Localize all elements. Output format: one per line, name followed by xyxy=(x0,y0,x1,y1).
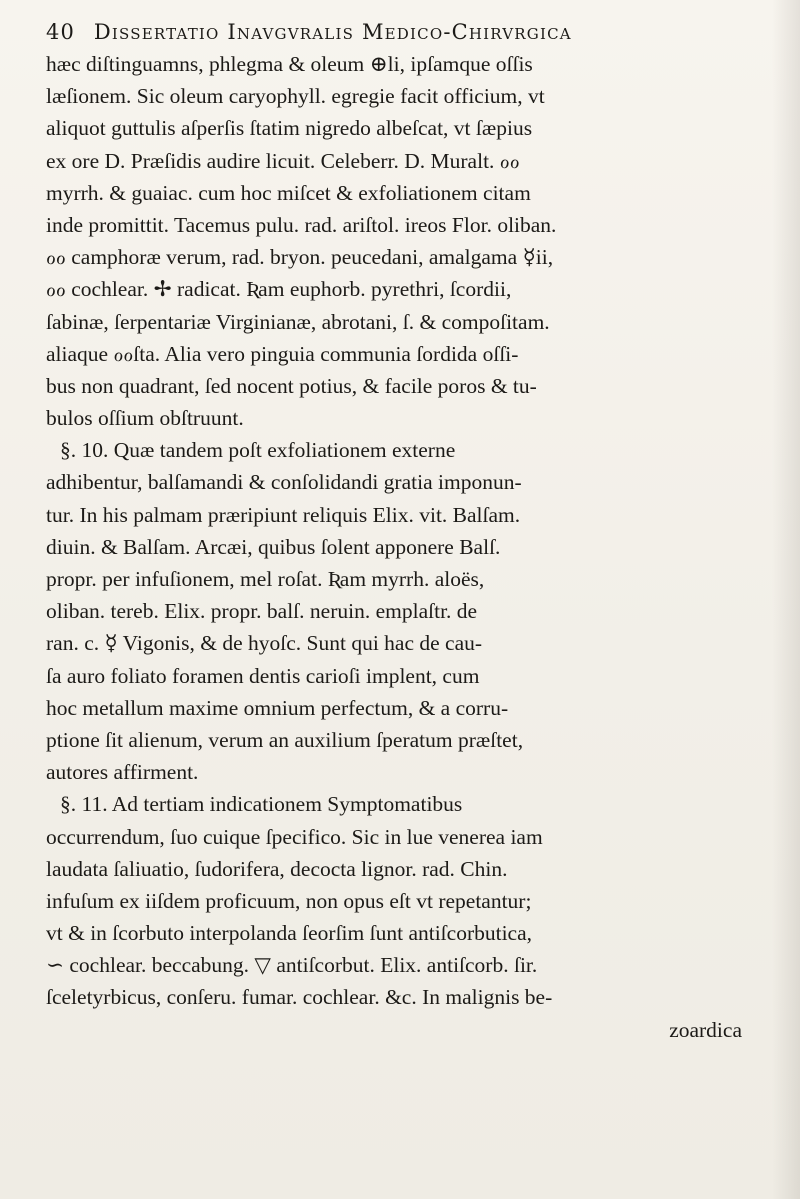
text-line: tur. In his palmam præripiunt reliquis Elix. vit. Balſam. xyxy=(46,502,521,527)
text-line: ſa auro foliato foramen dentis carioſi implent, cum xyxy=(46,663,480,688)
text-line: ſceletyrbicus, conſeru. fumar. cochlear. &c. In malignis be- xyxy=(46,985,553,1010)
running-title: Dissertatio Inavgvralis Medico-Chirvrgica xyxy=(93,20,572,44)
text-line: ſabinæ, ſerpentariæ Virginianæ, abrotani, ſ. & compoſitam. xyxy=(46,309,550,334)
text-line: hæc diſtinguamns, phlegma & oleum ⊕li, ipſamque oſſis xyxy=(46,52,533,76)
text-line: ex ore D. Præſidis audire licuit. Celeberr. D. Muralt. ℴℴ xyxy=(46,148,520,173)
running-header xyxy=(46,20,766,44)
text-line: ℴℴ cochlear. ✢ radicat. Ʀam euphorb. pyrethri, ſcordii, xyxy=(46,277,512,302)
text-line: propr. per infuſionem, mel roſat. Ʀam myrrh. aloës, xyxy=(46,567,485,591)
text-line: aliquot guttulis aſperſis ſtatim nigredo albeſcat, vt ſæpius xyxy=(46,116,533,141)
section-heading-line: §. 11. Ad tertiam indicationem Symptomatibus xyxy=(60,792,463,817)
text-line: adhibentur, balſamandi & conſolidandi gratia imponun- xyxy=(46,470,522,495)
text-line: bulos oſſium obſtruunt. xyxy=(46,406,244,431)
text-line: diuin. & Balſam. Arcæi, quibus ſolent apponere Balſ. xyxy=(46,534,501,559)
text-line: inde promittit. Tacemus pulu. rad. ariſtol. ireos Flor. oliban. xyxy=(46,212,557,237)
text-line: occurrendum, ſuo cuique ſpecifico. Sic in lue venerea iam xyxy=(46,824,543,849)
text-line: bus non quadrant, ſed nocent potius, & facile poros & tu- xyxy=(46,373,537,398)
text-line: laudata ſaliuatio, ſudorifera, decocta lignor. rad. Chin. xyxy=(46,856,508,881)
page-number: 40 xyxy=(46,20,76,44)
catchword: zoardica xyxy=(669,1017,742,1042)
text-line: ℴℴ camphoræ verum, rad. bryon. peucedani, amalgama ☿ii, xyxy=(46,245,554,270)
text-line: læſionem. Sic oleum caryophyll. egregie facit officium, vt xyxy=(46,84,545,109)
section-heading-line: §. 10. Quæ tandem poſt exfoliationem externe xyxy=(60,438,456,463)
text-line: oliban. tereb. Elix. propr. balſ. neruin. emplaſtr. de xyxy=(46,599,478,624)
text-line: infuſum ex iiſdem proficuum, non opus eſt vt repetantur; xyxy=(46,888,532,913)
text-line: vt & in ſcorbuto interpolanda ſeorſim ſunt antiſcorbutica, xyxy=(46,921,533,946)
text-line: aliaque ℴℴſta. Alia vero pinguia communia ſordida oſſi- xyxy=(46,341,519,366)
text-line: ran. c. ☿ Vigonis, & de hyoſc. Sunt qui hac de cau- xyxy=(46,631,483,656)
text-line: ptione ſit alienum, verum an auxilium ſperatum præſtet, xyxy=(46,727,524,752)
text-line: autores affirment. xyxy=(46,760,199,785)
body-text xyxy=(46,48,778,1046)
text-line: ∽ cochlear. beccabung. ▽ antiſcorbut. Elix. antiſcorb. ſir. xyxy=(46,953,538,978)
text-line: hoc metallum maxime omnium perfectum, & a corru- xyxy=(46,695,509,720)
text-line: myrrh. & guaiac. cum hoc miſcet & exfoliationem citam xyxy=(46,180,531,205)
